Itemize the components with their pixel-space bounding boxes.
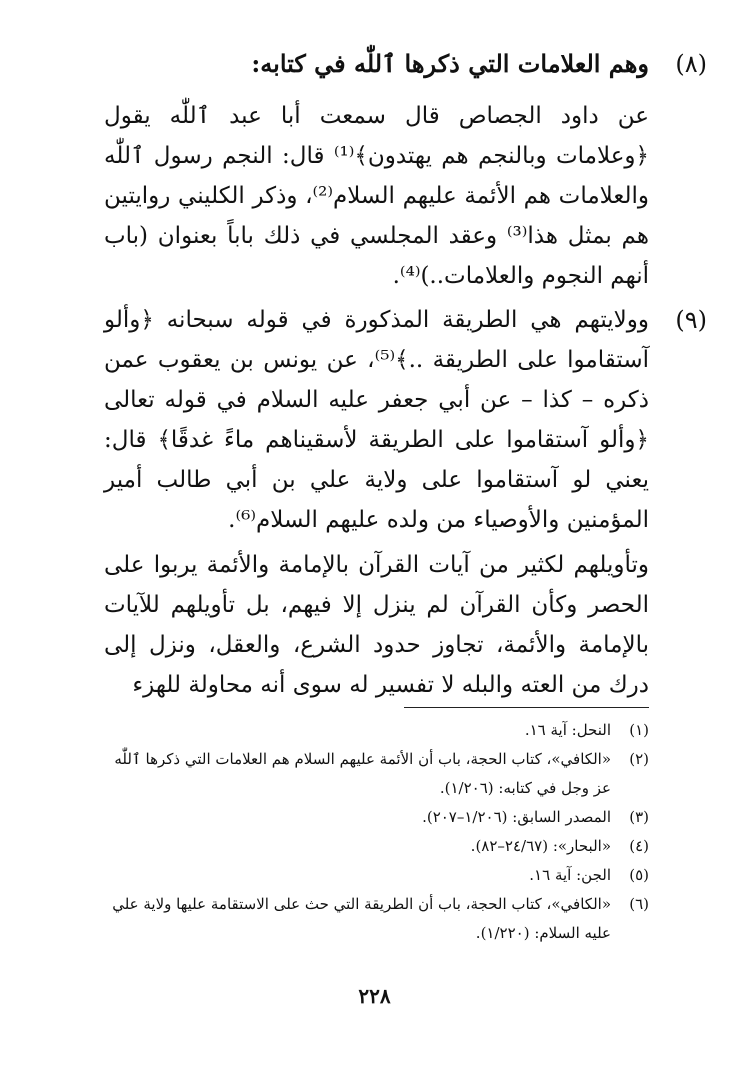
footnote-text: الجن: آية ١٦. <box>529 866 611 884</box>
footnote-number: (٦) <box>629 895 649 913</box>
footnote-6 <box>104 890 649 948</box>
item-9-text: وولايتهم هي الطريقة المذكورة في قوله سبحانه ﴿وألو آستقاموا على الطريقة ..﴾⁽⁵⁾، عن يونس بن يعقوب عمن ذكره – كذا – عن أبي جعفر عليه السلام في قوله تعالى ﴿وألو آستقاموا على الطريقة لأسقيناهم ماءً غدقًا﴾ قال: يعني لو آستقاموا على ولاية علي بن أبي طالب أمير المؤمنين والأوصياء من ولده عليهم السلام⁽⁶⁾. <box>104 307 649 533</box>
item-8-heading: وهم العلامات التي ذكرها ٱللّٰه في كتابه: <box>251 49 649 78</box>
page-number: ٢٢٨ <box>358 984 391 1008</box>
body-paragraph: وتأويلهم لكثير من آيات القرآن بالإمامة والأئمة يربوا على الحصر وكأن القرآن لم ينزل إلا فيهم، بل تأويلهم للآيات بالإمامة والأئمة، تجاوز حدود الشرع، والعقل، ونزل إلى درك من العته والبله لا تفسير له سوى أنه محاولة للهزء <box>104 552 649 698</box>
item-9-number: (٩) <box>675 306 707 334</box>
footnote-number: (٥) <box>629 866 649 884</box>
item-8 <box>104 44 707 84</box>
footnote-5 <box>104 861 649 890</box>
footnote-text: النحل: آية ١٦. <box>524 721 611 739</box>
footnote-separator <box>404 707 649 708</box>
footnotes <box>104 716 649 948</box>
item-8-number: (٨) <box>675 50 707 78</box>
footnote-text: المصدر السابق: (١/٢٠٦–٢٠٧). <box>422 808 611 826</box>
footnote-text: «الكافي»، كتاب الحجة، باب أن الأئمة عليهم السلام هم العلامات التي ذكرها ٱللّٰه عز وجل في كتابه: (١/٢٠٦). <box>114 750 611 797</box>
item-8-text: عن داود الجصاص قال سمعت أبا عبد ٱللّٰه يقول ﴿وعلامات وبالنجم هم يهتدون﴾⁽¹⁾ قال: النجم رسول ٱللّٰه والعلامات هم الأئمة عليهم السلام⁽²⁾، وذكر الكليني روايتين هم بمثل هذا⁽³⁾ وعقد المجلسي في ذلك باباً بعنوان (باب أنهم النجوم والعلامات..)⁽⁴⁾. <box>104 103 650 289</box>
footnote-3 <box>104 803 649 832</box>
footnote-4 <box>104 832 649 861</box>
footnote-number: (٤) <box>629 837 649 855</box>
footnote-text: «الكافي»، كتاب الحجة، باب أن الطريقة التي حث على الاستقامة عليها ولاية علي عليه السلام: (١/٢٢٠). <box>112 895 611 942</box>
footnote-number: (١) <box>629 721 649 739</box>
item-9 <box>104 300 707 540</box>
footnote-1 <box>104 716 649 745</box>
footnote-2 <box>104 745 649 803</box>
footnote-number: (٣) <box>629 808 649 826</box>
footnote-number: (٢) <box>629 750 649 768</box>
footnote-text: «البحار»: (٢٤/٦٧–٨٢). <box>470 837 611 855</box>
